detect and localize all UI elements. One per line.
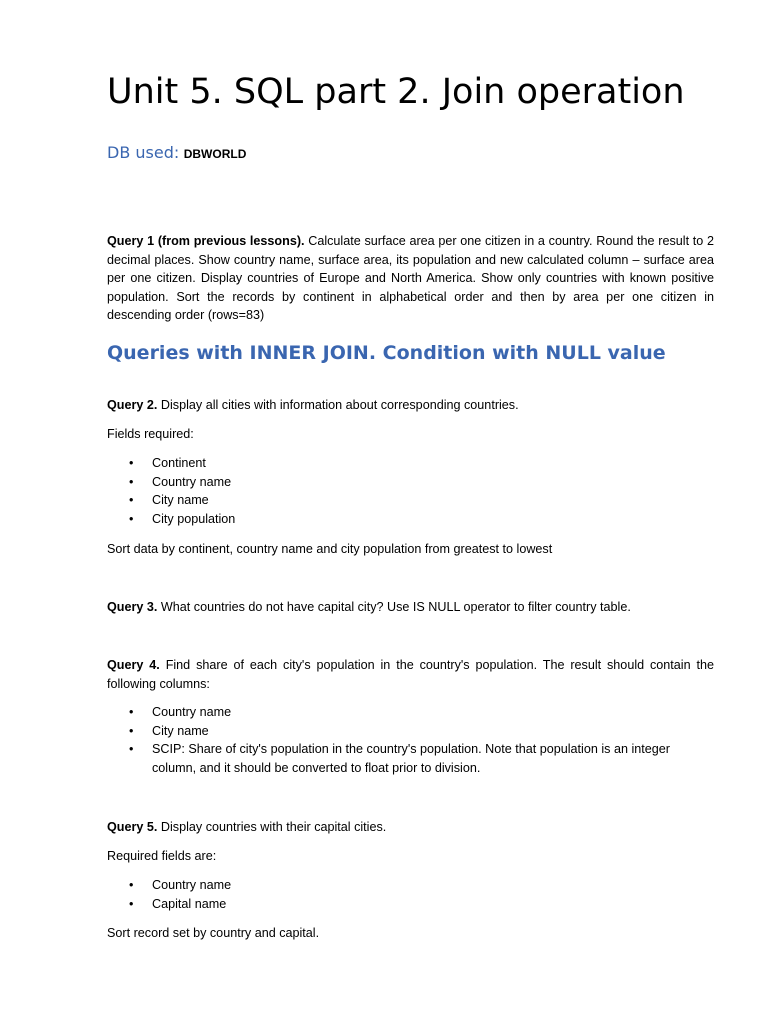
bullet-icon: • xyxy=(129,474,134,489)
section-heading-inner-join: Queries with INNER JOIN. Condition with NULL value xyxy=(107,342,666,364)
bullet-icon: • xyxy=(129,456,134,470)
bullet-icon: • xyxy=(129,705,134,719)
list-item: • City name xyxy=(107,722,714,741)
bullet-icon: • xyxy=(129,742,134,757)
bullet-icon: • xyxy=(129,723,134,738)
list-item: • Country name xyxy=(107,876,714,895)
bullet-icon: • xyxy=(129,896,134,911)
list-item: • City name xyxy=(107,491,714,510)
query-3-label: Query 3. xyxy=(107,600,158,614)
query-2-text: Display all cities with information about corresponding countries. xyxy=(160,398,519,412)
list-item: • Capital name xyxy=(107,895,714,914)
bullet-icon: • xyxy=(129,511,134,526)
db-used-label: DB used: xyxy=(107,143,180,162)
query-5-paragraph xyxy=(107,818,714,837)
db-used-value: DBWORLD xyxy=(183,147,247,161)
query-2-label: Query 2. xyxy=(107,398,158,412)
list-item: • Country name xyxy=(107,473,714,492)
list-item: • Country name xyxy=(107,703,714,722)
query-4-field-list xyxy=(107,703,714,777)
query-4-text: Find share of each city's population in the country's population. The result should contain the following columns: xyxy=(107,658,715,691)
query-2-fields-label: Fields required: xyxy=(107,427,194,441)
db-used-line xyxy=(107,143,246,163)
query-2-paragraph xyxy=(107,396,714,415)
query-4-paragraph xyxy=(107,656,714,693)
bullet-icon: • xyxy=(129,878,134,892)
query-3-text: What countries do not have capital city? Use IS NULL operator to filter country table. xyxy=(160,600,631,614)
page-title: Unit 5. SQL part 2. Join operation xyxy=(107,72,685,112)
query-1-paragraph xyxy=(107,232,714,325)
bullet-icon: • xyxy=(129,493,134,508)
list-item: • SCIP: Share of city's population in the country's population. Note that population is an integer column, and it should be converted to float prior to division. xyxy=(129,742,670,775)
list-item: • City population xyxy=(107,510,714,529)
query-2-sort-note: Sort data by continent, country name and city population from greatest to lowest xyxy=(107,542,553,556)
query-1-label: Query 1 (from previous lessons). xyxy=(107,234,305,248)
query-5-sort-note: Sort record set by country and capital. xyxy=(107,926,320,940)
query-5-field-list xyxy=(107,876,714,913)
query-5-fields-label: Required fields are: xyxy=(107,849,217,863)
query-3-paragraph xyxy=(107,598,714,617)
list-item: • Continent xyxy=(107,454,714,473)
query-2-field-list xyxy=(107,454,714,528)
query-1-text: Calculate surface area per one citizen in a country. Round the result to 2 decimal places. Show country name, surface area, its population and new calculated column – surface area per one citizen. Display countries of Europe and North America. Show only countries with known positive population. Sort the records by continent in alphabetical order and then by area per one citizen in descending order (rows=83) xyxy=(107,234,714,323)
query-4-label: Query 4. xyxy=(107,658,160,672)
query-5-label: Query 5. xyxy=(107,820,158,834)
query-5-text: Display countries with their capital cities. xyxy=(160,820,387,834)
